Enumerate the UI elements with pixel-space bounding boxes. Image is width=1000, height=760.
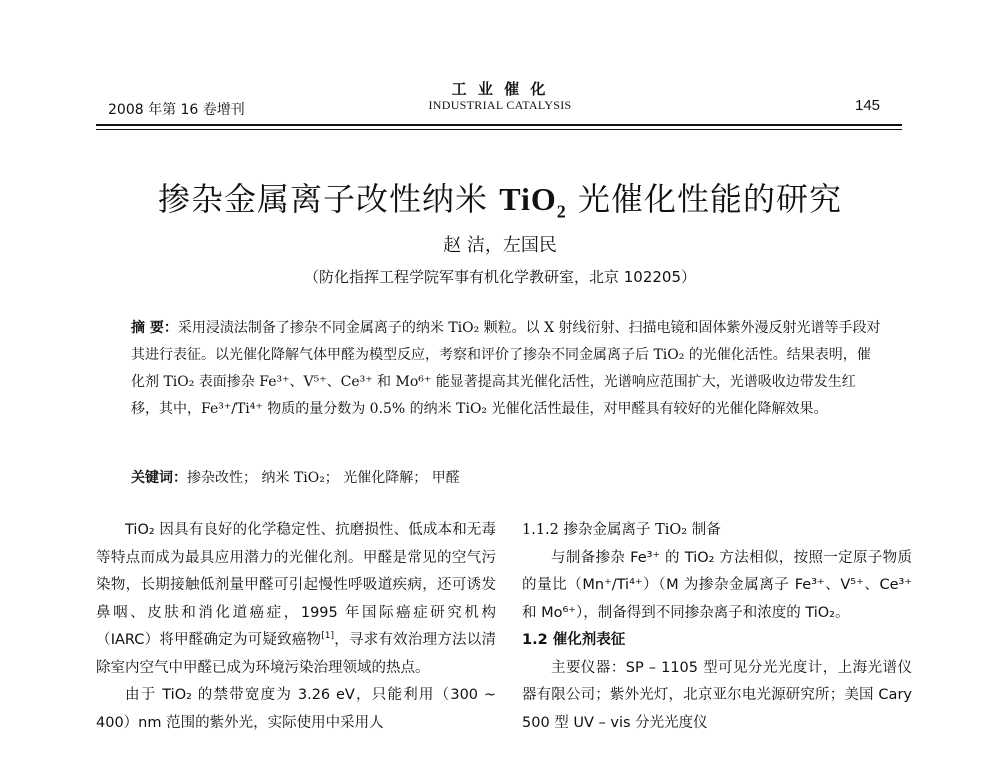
section-heading-1-1-2: 1.1.2 掺杂金属离子 TiO₂ 制备 xyxy=(522,522,721,538)
paper-authors: 赵 洁，左国民 xyxy=(443,235,557,256)
issue-label: 2008 年第 16 卷增刊 xyxy=(108,102,245,118)
title-after: 光催化性能的研究 xyxy=(566,180,842,218)
abstract-block xyxy=(131,315,881,423)
header-rule-thin xyxy=(96,129,902,130)
section-heading-1-2: 1.2 催化剂表征 xyxy=(522,632,626,648)
keywords-label: 关键词： xyxy=(131,470,187,486)
body-left-p1-end: ，寻求有效治理方法以清除室内空气中甲醛已成为环境污染治理领域的热点。 xyxy=(96,632,497,676)
citation-ref: [1] xyxy=(321,631,335,642)
body-column-left xyxy=(96,517,496,737)
abstract-text: 采用浸渍法制备了掺杂不同金属离子的纳米 TiO₂ 颗粒。以 X 射线衍射、扫描电镜和固体紫外漫反射光谱等手段对其进行表征。以光催化降解气体甲醛为模型反应，考察和评价了掺杂不同金属离子后 TiO₂ 的光催化活性。结果表明，催化剂 TiO₂ 表面掺杂 Fe³⁺、V⁵⁺、Ce³⁺ 和 Mo⁶⁺ 能显著提高其光催化活性，光谱响应范围扩大，光谱吸收边带发生红移，其中，Fe³⁺/Ti⁴⁺ 物质的量分数为 0.5% 的纳米 TiO₂ 光催化活性最佳，对甲醛具有较好的光催化降解效果。 xyxy=(131,320,881,417)
paper-affiliation: （防化指挥工程学院军事有机化学教研室，北京 102205） xyxy=(303,268,697,286)
body-right-paragraph-1: 与制备掺杂 Fe³⁺ 的 TiO₂ 方法相似，按照一定原子物质的量比（Mn⁺/Ti⁴⁺）（M 为掺杂金属离子 Fe³⁺、V⁵⁺、Ce³⁺ 和 Mo⁶⁺），制备得到不同掺杂离子和浓度的 TiO₂。 xyxy=(522,549,912,621)
body-left-paragraph-1 xyxy=(96,517,496,682)
journal-title-cn: 工 业 催 化 xyxy=(451,80,549,98)
body-column-right xyxy=(522,517,912,737)
body-left-p1-text: TiO₂ 因具有良好的化学稳定性、抗磨损性、低成本和无毒等特点而成为最具应用潜力的光催化剂。甲醛是常见的空气污染物，长期接触低剂量甲醛可引起慢性呼吸道疾病，还可诱发鼻咽、皮肤和消化道癌症，1995 年国际癌症研究机构（IARC）将甲醛确定为可疑致癌物 xyxy=(96,522,496,648)
body-left-paragraph-2: 由于 TiO₂ 的禁带宽度为 3.26 eV，只能利用（300 ~ 400）nm 范围的紫外光，实际使用中采用人 xyxy=(96,687,496,731)
title-before: 掺杂金属离子改性纳米 xyxy=(158,180,500,218)
title-formula: TiO xyxy=(499,181,557,217)
paper-title xyxy=(0,174,1000,220)
keywords-block xyxy=(131,466,881,490)
body-right-paragraph-2: 主要仪器：SP – 1105 型可见分光光度计，上海光谱仪器有限公司；紫外光灯，北京亚尔电光源研究所；美国 Cary 500 型 UV – vis 分光光度仪 xyxy=(522,659,912,731)
page-number: 145 xyxy=(855,97,881,114)
keywords-text: 掺杂改性； 纳米 TiO₂； 光催化降解； 甲醛 xyxy=(187,470,460,486)
header-rule-thick xyxy=(96,124,902,126)
journal-title-en: INDUSTRIAL CATALYSIS xyxy=(428,98,572,112)
abstract-label: 摘 要： xyxy=(131,320,178,336)
title-formula-sub: 2 xyxy=(556,201,567,222)
